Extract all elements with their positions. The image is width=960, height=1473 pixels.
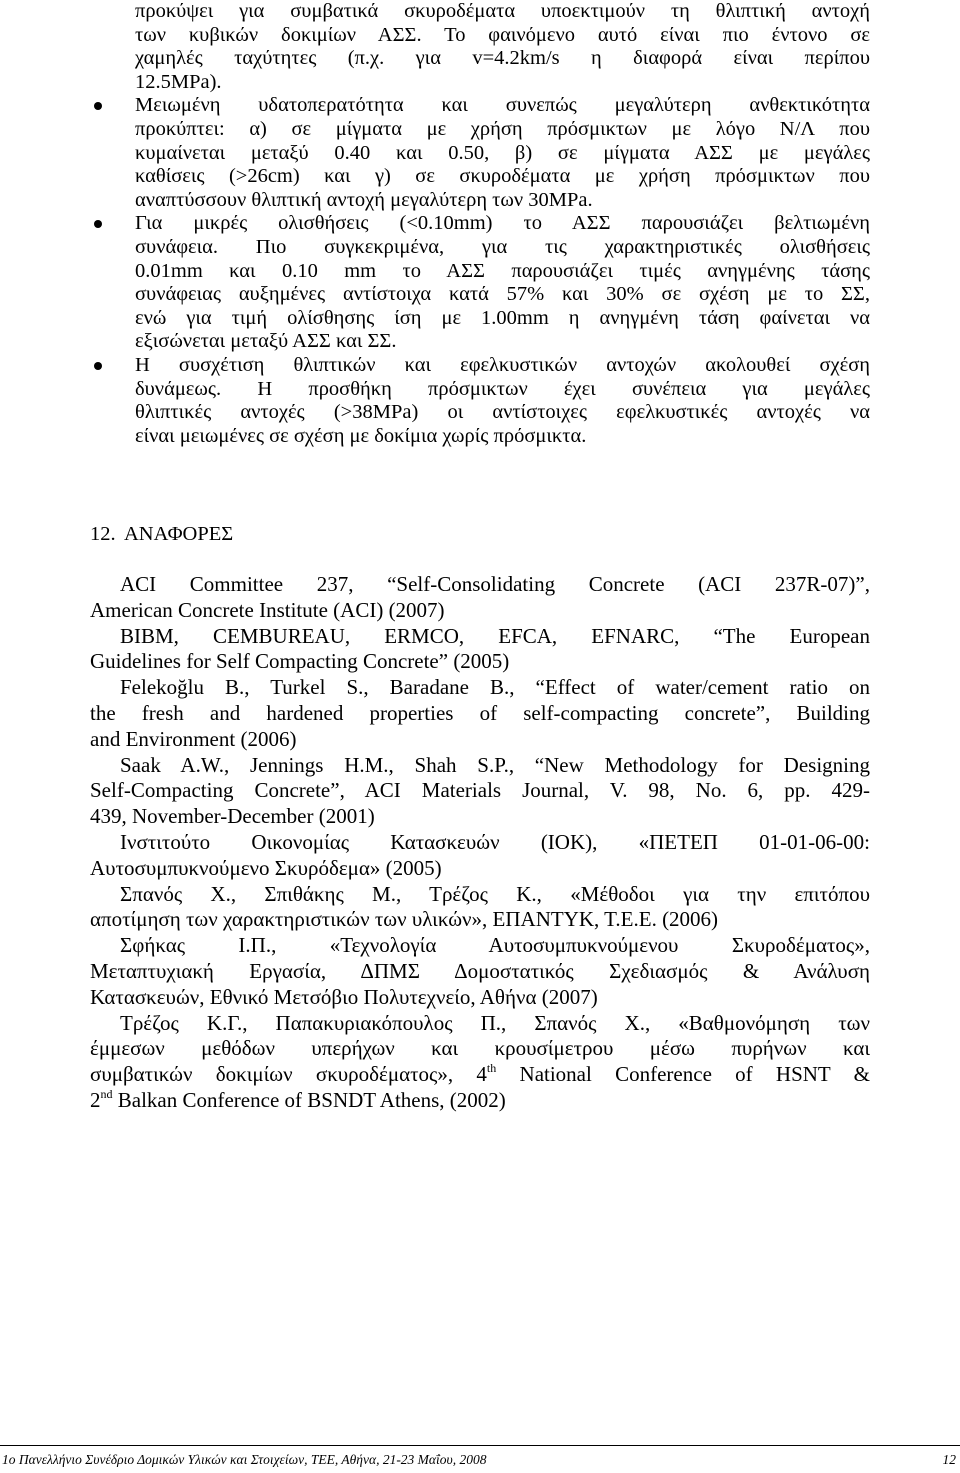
reference-text: συμβατικών δοκιμίων σκυροδέματος», 4 [90,1062,487,1087]
reference-line: Τρέζος Κ.Γ., Παπακυριακόπουλος Π., Σπανός Χ., «Βαθμονόμηση των [120,1010,870,1035]
reference-item [90,675,870,752]
text-line: ενώ για τιμή ολίσθησης ίση με 1.00mm η ανηγμένη τάση φαίνεται να [135,306,870,329]
reference-item [90,753,870,830]
text-line: κυμαίνεται μεταξύ 0.40 και 0.50, β) σε μίγματα ΑΣΣ με μεγάλες [135,141,870,164]
text-line: εξισώνεται μεταξύ ΑΣΣ και ΣΣ. [135,330,397,353]
reference-line: Guidelines for Self Compacting Concrete” (2005) [90,649,510,674]
reference-text: 2 [90,1087,101,1112]
text-line: 0.01mm και 0.10 mm το ΑΣΣ παρουσιάζει τιμές ανηγμένης τάσης [135,259,870,282]
reference-item [90,624,870,676]
conclusions-list [90,0,870,448]
bullet-item-permeability [90,94,870,212]
reference-line: ACI Committee 237, “Self-Consolidating Concrete (ACI 237R-07)”, [120,572,870,596]
reference-item [90,882,870,934]
text-line: δυνάμεως. Η προσθήκη πρόσμικτων έχει συνέπεια για μεγάλες [135,377,870,400]
reference-line [90,1062,870,1088]
reference-line: Αυτοσυμπυκνούμενο Σκυρόδεμα» (2005) [90,855,442,880]
reference-item [90,933,870,1010]
bullet-item-strength-correlation [90,354,870,448]
reference-line: Saak A.W., Jennings H.M., Shah S.P., “New Methodology for Designing [120,752,870,777]
reference-line: Μεταπτυχιακή Εργασία, ΔΠΜΣ Δομοστατικός Σχεδιασμός & Ανάλυση [90,958,870,983]
reference-line: American Concrete Institute (ACI) (2007) [90,597,445,622]
text-line: των κυβικών δοκιμίων ΑΣΣ. Το φαινόμενο αυτό είναι πιο έντονο σε [135,23,870,46]
reference-line: and Environment (2006) [90,726,297,751]
reference-line: BIBM, CEMBUREAU, ERMCO, EFCA, EFNARC, “The European [120,623,870,648]
ordinal-superscript: nd [100,1086,113,1101]
reference-item [90,572,870,624]
ordinal-superscript: th [486,1061,497,1076]
text-line: είναι μειωμένες σε σχέση με δοκίμια χωρίς πρόσμικτα. [135,424,587,447]
reference-text: Balkan Conference of BSNDT Athens, (2002) [112,1087,506,1112]
reference-line: Ινστιτούτο Οικονομίας Κατασκευών (ΙΟΚ), «ΠΕΤΕΠ 01-01-06-00: [120,829,870,854]
bullet-dot-icon [94,102,102,110]
intro-paragraph [90,0,870,94]
text-line: προκύψει για συμβατικά σκυροδέματα υποεκτιμούν τη θλιπτική αντοχή [135,0,870,22]
section-number: 12. [90,523,116,545]
text-line: αναπτύσσουν θλιπτική αντοχή μεγαλύτερη των 30MPa. [135,188,593,211]
text-line: προκύπτει: α) σε μίγματα με χρήση πρόσμικτων με λόγο Ν/Λ που [135,117,870,140]
text-line: Μειωμένη υδατοπερατότητα και συνεπώς μεγαλύτερη ανθεκτικότητα [135,94,870,117]
reference-line: Σπανός Χ., Σπιθάκης Μ., Τρέζος Κ., «Μέθοδοι για την επιτόπου [120,881,870,906]
footer-conference-text: 1ο Πανελλήνιο Συνέδριο Δομικών Υλικών και Στοιχείων, ΤΕΕ, Αθήνα, 21-23 Μαΐου, 2008 [2,1452,487,1467]
reference-line: Self-Compacting Concrete”, ACI Materials Journal, V. 98, No. 6, pp. 429- [90,778,870,803]
reference-item [90,1011,870,1114]
bullet-item-bond [90,212,870,354]
text-line: συνάφειας αυξημένες αντίστοιχα κατά 57% και 30% σε σχέση με το ΣΣ, [135,283,870,306]
text-line: θλιπτικές αντοχές (>38MPa) οι αντίστοιχες εφελκυστικές αντοχές να [135,401,870,424]
reference-line: the fresh and hardened properties of self-compacting concrete”, Building [90,700,870,725]
reference-line: Felekoğlu B., Turkel S., Baradane B., “Effect of water/cement ratio on [120,675,870,700]
reference-line: Κατασκευών, Εθνικό Μετσόβιο Πολυτεχνείο, Αθήνα (2007) [90,984,598,1009]
reference-line: Σφήκας Ι.Π., «Τεχνολογία Αυτοσυμπυκνούμενου Σκυροδέματος», [120,933,870,958]
reference-text: National Conference of HSNT & [496,1062,870,1087]
text-line: Η συσχέτιση θλιπτικών και εφελκυστικών αντοχών ακολουθεί σχέση [135,353,870,376]
text-line: χαμηλές ταχύτητες (π.χ. για v=4.2km/s η διαφορά είναι περίπου [135,47,870,70]
bullet-dot-icon [94,362,102,370]
reference-item [90,830,870,882]
references-list [90,572,870,1114]
reference-line [90,1088,870,1114]
bullet-dot-icon [94,220,102,228]
text-line: συνάφεια. Πιο συγκεκριμένα, για τις χαρακτηριστικές ολισθήσεις [135,235,870,258]
footer-divider [0,1445,960,1446]
reference-line: έμμεσων μεθόδων υπερήχων και κρουσίμετρου μέσω πυρήνων και [90,1036,870,1061]
reference-line: 439, November-December (2001) [90,804,375,829]
text-line: καθίσεις (>26cm) και γ) σε σκυροδέματα με χρήση πρόσμικτων που [135,165,870,188]
section-title: ΑΝΑΦΟΡΕΣ [124,523,234,545]
text-line: Για μικρές ολισθήσεις (<0.10mm) το ΑΣΣ παρουσιάζει βελτιωμένη [135,212,870,235]
page-number: 12 [942,1452,956,1467]
text-line: 12.5MPa). [135,70,222,93]
section-heading [90,522,233,546]
reference-line: αποτίμηση των χαρακτηριστικών των υλικών», ΕΠΑΝΤΥΚ, Τ.Ε.Ε. (2006) [90,907,719,932]
